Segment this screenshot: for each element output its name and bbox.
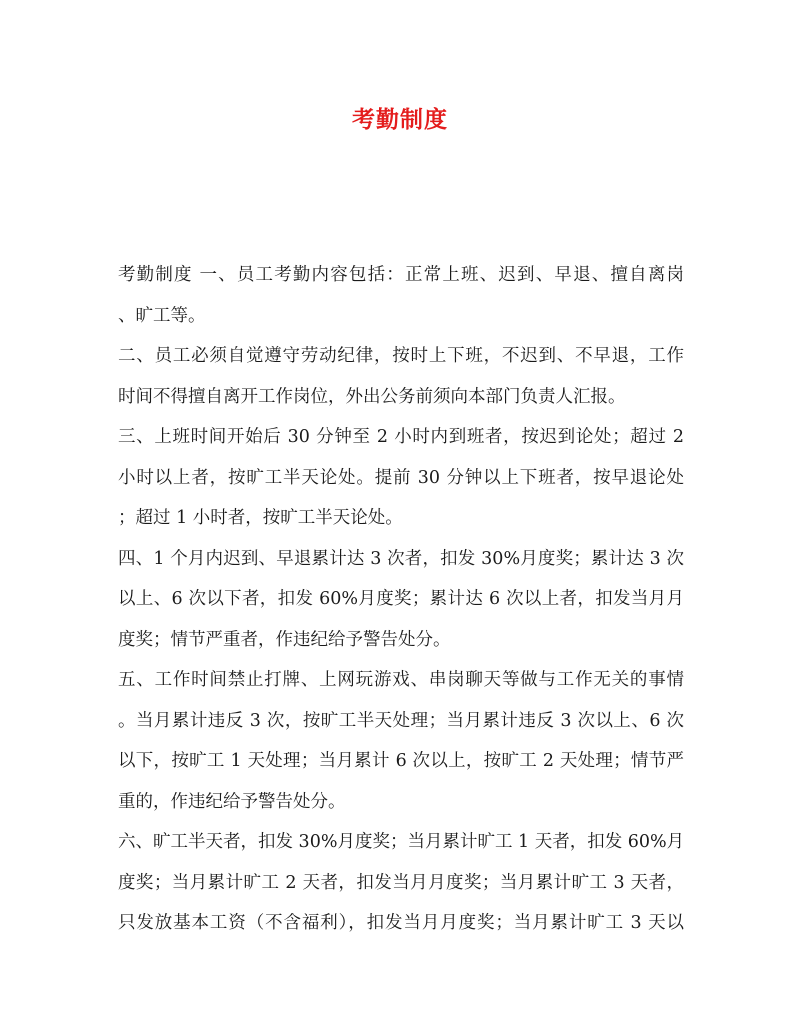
- paragraph-line: 。当月累计违反 3 次，按旷工半天处理；当月累计违反 3 次以上、6 次: [118, 710, 684, 731]
- paragraph-line: 小时以上者，按旷工半天论处。提前 30 分钟以上下班者，按早退论处: [118, 467, 684, 488]
- paragraph-line: 以上、6 次以下者，扣发 60%月度奖；累计达 6 次以上者，扣发当月月: [118, 589, 684, 609]
- document-title: 考勤制度: [352, 106, 448, 133]
- paragraph-line: 六、旷工半天者，扣发 30%月度奖；当月累计旷工 1 天者，扣发 60%月: [118, 832, 684, 852]
- paragraph-line: 二、员工必须自觉遵守劳动纪律，按时上下班，不迟到、不早退，工作: [118, 346, 684, 366]
- paragraph-line: 重的，作违纪给予警告处分。: [118, 791, 346, 812]
- document-body: [118, 255, 684, 944]
- paragraph-line: ；超过 1 小时者，按旷工半天论处。: [118, 508, 403, 528]
- paragraph-line: 、旷工等。: [118, 305, 206, 326]
- paragraph-line: 以下，按旷工 1 天处理；当月累计 6 次以上，按旷工 2 天处理；情节严: [118, 751, 684, 771]
- paragraph-line: 三、上班时间开始后 30 分钟至 2 小时内到班者，按迟到论处；超过 2: [118, 427, 684, 447]
- paragraph-line: 四、1 个月内迟到、早退累计达 3 次者，扣发 30%月度奖；累计达 3 次: [118, 548, 684, 569]
- paragraph-line: 只发放基本工资（不含福利），扣发当月月度奖；当月累计旷工 3 天以: [118, 913, 684, 933]
- paragraph-line: 时间不得擅自离开工作岗位，外出公务前须向本部门负责人汇报。: [118, 386, 626, 407]
- paragraph-line: 五、工作时间禁止打牌、上网玩游戏、串岗聊天等做与工作无关的事情: [118, 670, 684, 690]
- paragraph-line: 度奖；当月累计旷工 2 天者，扣发当月月度奖；当月累计旷工 3 天者，: [118, 872, 684, 893]
- paragraph-line: 考勤制度 一、员工考勤内容包括：正常上班、迟到、早退、擅自离岗: [118, 265, 684, 285]
- paragraph-line: 度奖；情节严重者，作违纪给予警告处分。: [118, 629, 451, 650]
